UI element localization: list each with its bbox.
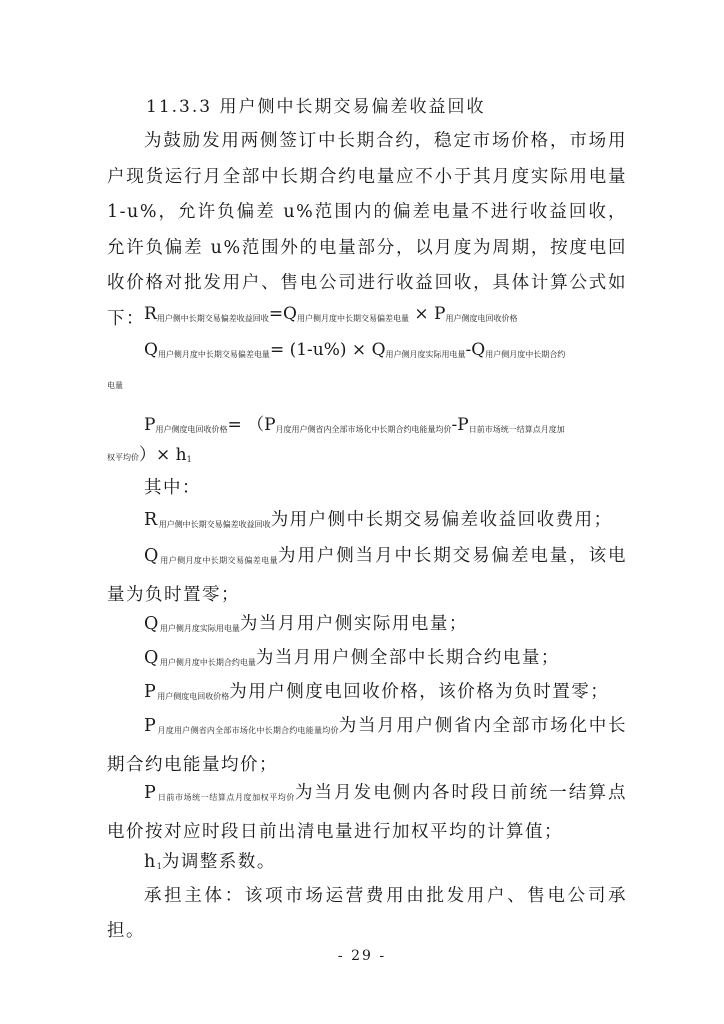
definition-q-deviation [107, 539, 627, 613]
definition-p-recovery-text: 为用户侧度电回收价格，该价格为负时置零； [229, 682, 610, 702]
definition-h-symbol: h [144, 852, 157, 872]
definition-q-deviation-subscript: 用户侧月度中长期交易偏差电量 [159, 556, 279, 565]
definition-p-average [107, 709, 627, 783]
definition-r-text: 为用户侧中长期交易偏差收益回收费用； [270, 510, 613, 530]
formula-q-subscript: 用户侧月度中长期交易偏差电量 [157, 350, 270, 359]
definition-q-deviation-text: 为用户侧当月中长期交易偏差电量，该电量为负时置零； [107, 546, 628, 605]
definition-q-actual-text: 为当月用户侧实际用电量； [239, 614, 468, 634]
definition-r [107, 503, 627, 542]
definition-q-deviation-symbol: Q [144, 546, 160, 566]
formula-r-q-subscript: 用户侧月度中长期交易偏差电量 [297, 314, 409, 323]
formula-q-minus: -Q [465, 340, 486, 360]
definition-p-dayahead [107, 776, 627, 850]
formula-r-equals-q: =Q [268, 304, 297, 324]
formula-r-subscript: 用户侧中长期交易偏差收益回收 [156, 314, 269, 323]
formula-q-actual-subscript: 用户侧月度实际用电量 [385, 350, 466, 359]
formula-r-symbol: R [144, 304, 157, 324]
definition-p-average-symbol: P [144, 716, 158, 736]
definition-q-actual-symbol: Q [144, 614, 160, 634]
formula-r-p-subscript: 用户侧度电回收价格 [445, 314, 518, 323]
formula-p-dayahead-subscript: 日前市场统一结算点月度加 [468, 425, 565, 434]
formula-p-wrap [107, 440, 192, 465]
formula-p [144, 410, 565, 435]
definition-h-text: 为调整系数。 [161, 852, 276, 872]
definition-p-dayahead-text: 为当月发电侧内各时段日前统一结算点电价按对应时段日前出清电量进行加权平均的计算值； [107, 783, 628, 842]
definition-q-contract-subscript: 用户侧月度中长期合约电量 [159, 658, 256, 667]
definition-q-contract-text: 为当月用户侧全部中长期合约电量； [255, 648, 560, 668]
formula-q-middle: = (1-u%) × Q [269, 340, 386, 360]
formula-p-subscript: 用户侧度电回收价格 [155, 425, 228, 434]
closing-paragraph: 承担主体：该项市场运营费用由批发用户、售电公司承担。 [107, 886, 627, 941]
formula-q-contract-subscript: 用户侧月度中长期合约 [485, 350, 566, 359]
definition-q-actual-subscript: 用户侧月度实际用电量 [159, 624, 240, 633]
formula-r [144, 304, 518, 324]
intro-paragraph: 为鼓励发用两侧签订中长期合约，稳定市场价格，市场用户现货运行月全部中长期合约电量应不小于其月度实际用电量1-u%，允许负偏差 u%范围内的偏差电量不进行收益回收，允许负偏差 u%范围外的电量部分，以月度为周期，按度电回收价格对批发用户、售电公司进行收益回收，具体计算公式如下： [107, 131, 627, 329]
formula-p-minus: -P [451, 415, 469, 435]
definition-p-average-text: 为当月用户侧省内全部市场化中长期合约电能量均价； [107, 716, 628, 775]
page-number: - 29 - [337, 948, 387, 964]
formula-p-middle: = （P [227, 415, 276, 435]
definition-r-symbol: R [144, 510, 159, 530]
definition-p-recovery-subscript: 用户侧度电回收价格 [157, 692, 230, 701]
definition-h-subscript: 1 [156, 862, 162, 871]
definition-p-dayahead-subscript: 日前市场统一结算点月度加权平均价 [157, 793, 295, 802]
formula-p-avg-subscript: 月度用户侧省内全部市场化中长期合约电能量均价 [275, 425, 452, 434]
qizhong-label: 其中： [144, 478, 201, 498]
formula-p-symbol: P [144, 415, 156, 435]
formula-p-h-subscript: 1 [186, 455, 192, 464]
formula-q-symbol: Q [144, 340, 158, 360]
formula-q [144, 340, 565, 360]
definition-q-contract-symbol: Q [144, 648, 160, 668]
definition-p-average-subscript: 月度用户侧省内全部市场化中长期合约电能量均价 [157, 726, 339, 735]
formula-q-wrap: 电量 [107, 381, 123, 390]
section-heading: 11.3.3 用户侧中长期交易偏差收益回收 [146, 97, 486, 117]
definition-p-dayahead-symbol: P [144, 783, 158, 803]
definition-p-recovery-symbol: P [144, 682, 158, 702]
definition-r-subscript: 用户侧中长期交易偏差收益回收 [158, 520, 271, 529]
formula-p-wrap-subscript: 权平均价 [107, 453, 139, 462]
formula-r-times-p: × P [409, 304, 446, 324]
formula-p-end: ）× h [139, 445, 187, 465]
